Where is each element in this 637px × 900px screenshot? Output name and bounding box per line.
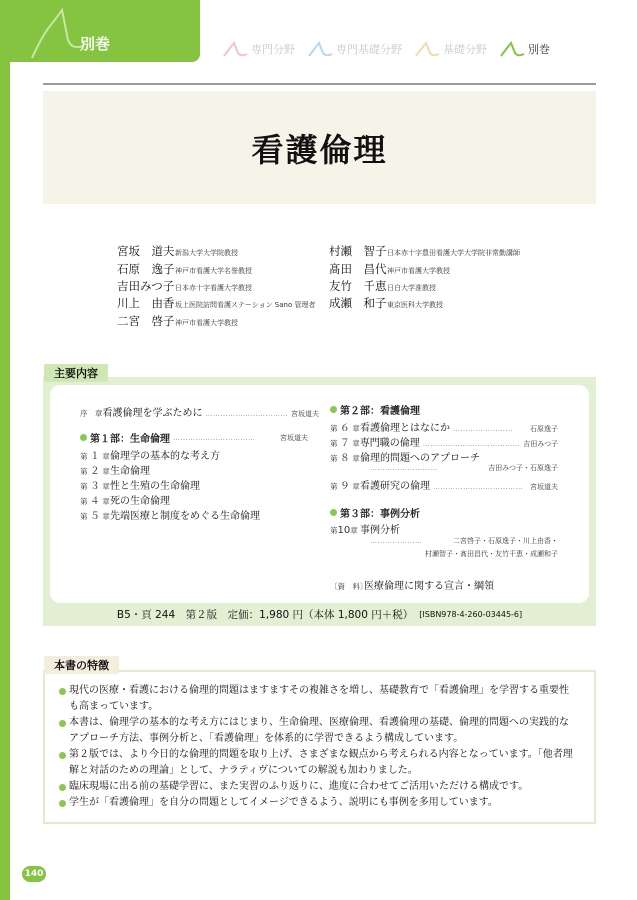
contents-heading: 主要内容 — [44, 364, 108, 382]
author-affiliation: 東京医科大学教授 — [387, 301, 443, 309]
leader-dots: …………………… — [453, 425, 513, 433]
chapter-row — [80, 507, 260, 522]
chapter-title: 看護倫理を学ぶために — [102, 408, 203, 419]
chapter-title: 事例分析 — [360, 525, 400, 536]
bullet-icon — [59, 752, 66, 759]
author-entry — [117, 313, 238, 329]
bullet-icon — [59, 800, 66, 807]
author-name: 石原 逸子 — [117, 262, 175, 276]
feature-item: 臨床現場に出る前の基礎学習に、また実習のふり返りに、進度に合わせてご活用いただける構成です。 — [69, 779, 575, 795]
author-name: 成瀬 和子 — [329, 296, 387, 310]
bullet-icon — [59, 688, 66, 695]
author-name: 友竹 千恵 — [329, 279, 387, 293]
chapter-title: 医療倫理に関する宣言・綱領 — [364, 581, 494, 592]
chapter-title: 倫理的問題へのアプローチ — [360, 453, 480, 464]
category-label: 専門分野 — [251, 43, 295, 56]
chapter-number: 第 ６ 章 — [330, 423, 360, 434]
chapter-number: 第 ８ 章 — [330, 453, 360, 464]
author-affiliation: 日白大学准教授 — [387, 284, 436, 292]
chapter-author: 村瀬智子・髙田昌代・友竹千恵・成瀬和子 — [425, 550, 558, 558]
chapter-number: 第 ９ 章 — [330, 481, 360, 492]
part-title: 第３部：事例分析 — [340, 509, 420, 520]
category-label: 別巻 — [528, 43, 550, 56]
part-heading — [80, 430, 308, 445]
author-affiliation: 神戸市看護大学教授 — [175, 319, 238, 327]
chapter-number: 第 ２ 章 — [80, 466, 110, 477]
side-color-bar — [0, 0, 10, 900]
page-number: 140 — [22, 866, 46, 882]
chapter-number: 第10章 — [330, 525, 358, 536]
author-affiliation: 日本赤十字豊田看護大学大学院非常勤講師 — [387, 249, 520, 257]
book-title: 看護倫理 — [251, 130, 388, 169]
intro-row — [80, 404, 319, 419]
chapter-author: 石原逸子 — [530, 425, 558, 433]
category-label: 基礎分野 — [443, 43, 487, 56]
part-heading — [330, 505, 420, 520]
author-entry — [117, 243, 238, 259]
appendix-row — [330, 577, 494, 592]
chapter-number: 序 章 — [80, 409, 103, 418]
section-tab-label: 別巻 — [80, 35, 111, 53]
chapter-number: 第 ７ 章 — [330, 438, 360, 449]
category-item — [307, 40, 402, 58]
chapter-author-line — [370, 549, 558, 559]
author-entry — [329, 278, 436, 294]
part-title: 第２部：看護倫理 — [340, 406, 420, 417]
chapter-number: 第 ３ 章 — [80, 481, 110, 492]
chapter-title: 看護倫理とはなにか — [360, 423, 450, 434]
chapter-author: 宮坂道夫 — [291, 410, 319, 418]
chapter-row — [330, 419, 558, 434]
leader-dots: …………………………… — [173, 433, 256, 442]
chapter-row — [330, 449, 480, 464]
leader-dots: ………………… — [370, 537, 423, 545]
swash-icon — [307, 40, 333, 58]
chapter-title: 生命倫理 — [110, 466, 150, 477]
bullet-icon — [330, 406, 337, 413]
author-name: 髙田 昌代 — [329, 262, 387, 276]
part-author: 宮坂道夫 — [280, 433, 308, 442]
author-entry — [117, 261, 252, 277]
chapter-title: 先端医療と制度をめぐる生命倫理 — [110, 511, 260, 522]
chapter-title: 死の生命倫理 — [110, 496, 170, 507]
part-heading — [330, 402, 420, 417]
category-label: 専門基礎分野 — [336, 43, 402, 56]
swash-icon — [414, 40, 440, 58]
author-entry — [329, 261, 450, 277]
chapter-title: 専門職の倫理 — [359, 438, 420, 449]
chapter-row — [80, 477, 200, 492]
category-item — [499, 40, 550, 58]
chapter-title: 性と生殖の生命倫理 — [110, 481, 200, 492]
chapter-number: 第 ４ 章 — [80, 496, 110, 507]
swash-icon — [28, 6, 88, 62]
chapter-number: 第 ５ 章 — [80, 511, 110, 522]
leader-dots: ………………………………… — [422, 440, 521, 448]
author-entry — [329, 243, 520, 259]
chapter-number: 〔資 料〕 — [330, 582, 368, 591]
publication-text: B5・頁 244 第２版 定価：1,980 円（本体 1,800 円＋税） — [116, 609, 414, 621]
part-title: 第１部：生命倫理 — [90, 434, 170, 445]
chapter-title: 倫理学の基本的な考え方 — [110, 451, 220, 462]
chapter-author: 吉田みつ子・石原逸子 — [488, 464, 558, 472]
chapter-author-line — [370, 536, 558, 546]
category-nav — [222, 38, 607, 60]
chapter-author: 二宮啓子・石原逸子・川上由香・ — [453, 537, 558, 545]
chapter-title: 看護研究の倫理 — [360, 481, 430, 492]
bullet-icon — [80, 434, 87, 441]
bullet-icon — [59, 784, 66, 791]
feature-item: 現代の医療・看護における倫理的問題はますますその複雑さを増し、基礎教育で「看護倫理」を学習する重要性も高まっています。 — [69, 683, 575, 715]
leader-dots: …………………………… — [205, 410, 288, 418]
header-rule — [43, 83, 596, 85]
author-name: 川上 由香 — [117, 296, 175, 310]
author-affiliation: 日本赤十字看護大学教授 — [175, 284, 252, 292]
publication-info — [43, 603, 596, 626]
author-affiliation: 坂上医院訪問看護ステーション Sano 管理者 — [175, 301, 316, 309]
feature-item: 本書は、倫理学の基本的な考え方にはじまり、生命倫理、医療倫理、看護倫理の基礎、倫理的問題への実践的なアプローチ方法、事例分析と、「看護倫理」を体系的に学習できるよう構成しています。 — [69, 715, 575, 747]
chapter-row — [330, 434, 558, 449]
leader-dots: ……………………… — [370, 464, 438, 472]
leader-dots: ……………………………… — [433, 483, 523, 491]
swash-icon — [222, 40, 248, 58]
author-affiliation: 神戸市看護大学名誉教授 — [175, 267, 252, 275]
chapter-author: 宮坂道夫 — [530, 483, 558, 491]
author-entry — [117, 295, 315, 311]
chapter-author: 吉田みつ子 — [523, 440, 559, 448]
feature-item: 第２版では、より今日的な倫理的問題を取り上げ、さまざまな観点から考えられる内容となっています。「他者理解と対話のための理論」として、ナラティヴについての解説も加わりました。 — [69, 747, 575, 779]
chapter-author-line — [370, 463, 558, 473]
chapter-row — [330, 521, 400, 536]
author-name: 村瀬 智子 — [329, 244, 387, 258]
author-entry — [329, 295, 443, 311]
features-heading: 本書の特徴 — [44, 656, 119, 674]
author-name: 吉田みつ子 — [117, 279, 175, 293]
title-panel — [43, 91, 596, 204]
chapter-row — [80, 462, 150, 477]
feature-item: 学生が「看護倫理」を自分の問題としてイメージできるよう、説明にも事例を多用しています。 — [69, 795, 575, 811]
chapter-row — [80, 447, 220, 462]
chapter-row — [80, 492, 170, 507]
author-affiliation: 神戸市看護大学教授 — [387, 267, 450, 275]
category-item — [222, 40, 295, 58]
chapter-row — [330, 477, 558, 492]
chapter-number: 第 １ 章 — [80, 451, 110, 462]
author-name: 二宮 啓子 — [117, 314, 175, 328]
bullet-icon — [59, 720, 66, 727]
bullet-icon — [330, 509, 337, 516]
author-name: 宮坂 道夫 — [117, 244, 175, 258]
swash-icon — [499, 40, 525, 58]
isbn: [ISBN978-4-260-03445-6] — [419, 610, 523, 619]
category-item — [414, 40, 487, 58]
author-entry — [117, 278, 252, 294]
author-affiliation: 新潟大学大学院教授 — [175, 249, 238, 257]
